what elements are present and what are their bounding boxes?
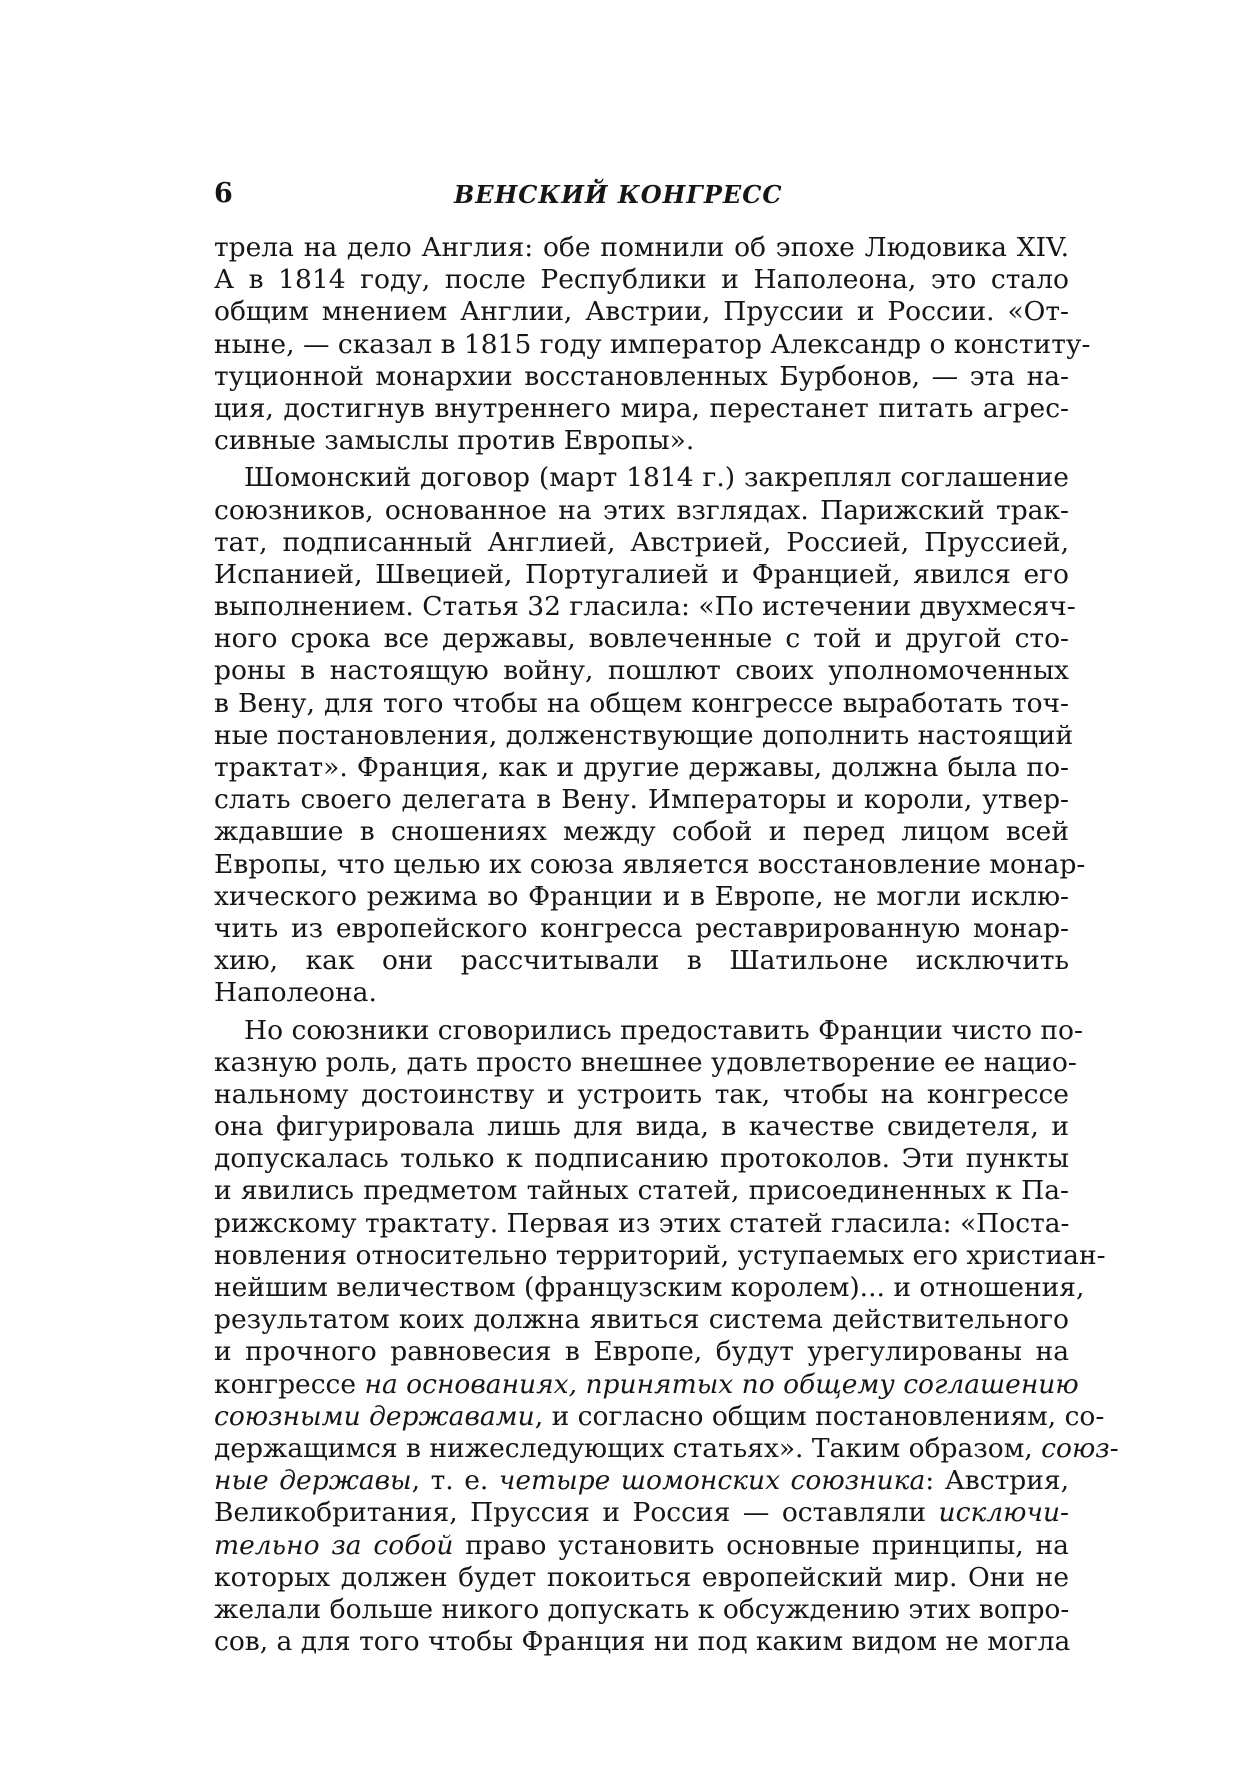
text-run: право установить основные принципы, на: [453, 1529, 1069, 1561]
text-run: : Австрия,: [925, 1465, 1069, 1497]
text-run: Великобритания, Пруссия и Россия — оставляли: [214, 1497, 939, 1529]
italic-run: четыре шомонских союзника: [498, 1465, 926, 1497]
text-line: [214, 1497, 1069, 1529]
text-line: чить из европейского конгресса реставрированную монар-: [214, 912, 1069, 944]
text-line: общим мнением Англии, Австрии, Пруссии и России. «От-: [214, 296, 1069, 328]
text-line: тат, подписанный Англией, Австрией, Россией, Пруссией,: [214, 526, 1069, 558]
running-head: [214, 178, 1064, 218]
text-line: ция, достигнув внутреннего мира, перестанет питать агрес-: [214, 392, 1069, 424]
text-line: ждавшие в сношениях между собой и перед лицом всей: [214, 816, 1069, 848]
text-line: желали больше никого допускать к обсуждению этих вопро-: [214, 1593, 1070, 1625]
text-line: в Вену, для того чтобы на общем конгрессе выработать точ-: [214, 687, 1069, 719]
text-line: новления относительно территорий, уступаемых его христиан-: [214, 1239, 1106, 1271]
italic-run: союзными державами: [214, 1400, 535, 1432]
text-line: Наполеона.: [214, 977, 377, 1009]
text-line: и явились предметом тайных статей, присоединенных к Па-: [214, 1175, 1069, 1207]
text-run: конгрессе: [214, 1368, 365, 1400]
text-line: [214, 1368, 1079, 1401]
text-line: А в 1814 году, после Республики и Наполеона, это стало: [214, 264, 1069, 296]
text-line: и прочного равновесия в Европе, будут урегулированы на: [214, 1336, 1069, 1368]
text-line: ныне, — сказал в 1815 году император Александр о конститу-: [214, 328, 1091, 360]
text-line: нальному достоинству и устроить так, чтобы на конгрессе: [214, 1078, 1069, 1110]
text-line: Испанией, Швецией, Португалией и Францией, явился его: [214, 558, 1069, 590]
text-run: , т. е.: [411, 1465, 499, 1497]
text-line: слать своего делегата в Вену. Императоры и короли, утвер-: [214, 784, 1069, 816]
body-text: [214, 232, 1119, 1658]
italic-run: ные державы: [214, 1465, 412, 1497]
text-line: [214, 1465, 1069, 1497]
text-line: нейшим величеством (французским королем)... и отношения,: [214, 1272, 1085, 1303]
italic-run: союз-: [1041, 1432, 1119, 1464]
text-line: Шомонский договор (март 1814 г.) закреплял соглашение: [244, 462, 1069, 494]
text-line: ного срока все державы, вовлеченные с той и другой сто-: [214, 623, 1069, 655]
text-line: [214, 1400, 1105, 1433]
text-line: выполнением. Статья 32 гласила: «По истечении двухмесяч-: [214, 591, 1076, 623]
italic-run: тельно за собой: [214, 1529, 454, 1561]
text-line: Европы, что целью их союза является восстановление монар-: [214, 848, 1086, 880]
text-line: ные постановления, долженствующие дополнить настоящий: [214, 719, 1074, 751]
text-line: роны в настоящую войну, пошлют своих уполномоченных: [214, 655, 1069, 687]
text-run: держащимся в нижеследующих статьях». Таким образом,: [214, 1432, 1042, 1464]
text-line: казную роль, дать просто внешнее удовлетворение ее нацио-: [214, 1046, 1077, 1078]
text-line: хию, как они рассчитывали в Шатильоне исключить: [214, 945, 1069, 977]
text-line: рижскому трактату. Первая из этих статей гласила: «Поста-: [214, 1207, 1070, 1239]
text-line: результатом коих должна явиться система действительного: [214, 1304, 1069, 1336]
text-line: [214, 1530, 1069, 1562]
text-line: туционной монархии восстановленных Бурбонов, — эта на-: [214, 360, 1069, 392]
running-title: ВЕНСКИЙ КОНГРЕСС: [454, 180, 783, 209]
italic-run: на основаниях, принятых по общему соглашению: [364, 1368, 1079, 1400]
text-line: Но союзники сговорились предоставить Франции чисто по-: [244, 1014, 1083, 1046]
text-line: хического режима во Франции и в Европе, не могли исклю-: [214, 880, 1069, 912]
text-line: трактат». Франция, как и другие державы, должна была по-: [214, 752, 1069, 783]
page-number: 6: [214, 178, 233, 209]
text-line: сивные замыслы против Европы».: [214, 425, 695, 457]
text-line: она фигурировала лишь для вида, в качестве свидетеля, и: [214, 1111, 1069, 1143]
italic-run: исключи-: [938, 1497, 1069, 1529]
text-line: сов, а для того чтобы Франция ни под каким видом не могла: [214, 1626, 1071, 1658]
text-line: союзников, основанное на этих взглядах. Парижский трак-: [214, 494, 1069, 526]
text-run: , и согласно общим постановлениям, со-: [534, 1400, 1105, 1432]
text-line: [214, 1432, 1119, 1465]
text-line: трела на дело Англия: обе помнили об эпохе Людовика XIV.: [214, 232, 1069, 263]
text-line: которых должен будет покоиться европейский мир. Они не: [214, 1561, 1069, 1593]
text-line: допускалась только к подписанию протоколов. Эти пункты: [214, 1143, 1069, 1175]
